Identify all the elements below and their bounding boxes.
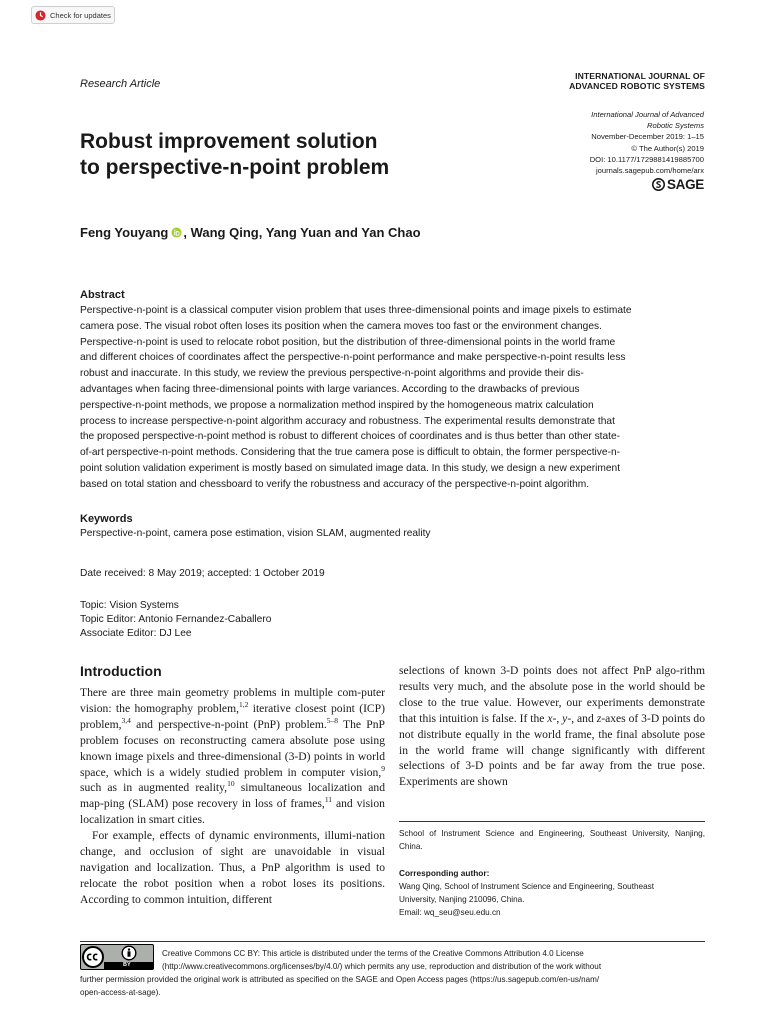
intro-paragraph-2: For example, effects of dynamic environments, illumi-nation change, and occlusion of sight are unavoidable in visual navigation and localization. Thus, a PnP algorithm is used to relocate the robot position when a robot loses its positions. According to common intuition, different [80,829,385,906]
abstract-line: Perspective-n-point is used to relocate robot position, but the distribution of three-dimensional points in the world frame [80,336,616,348]
corr-line: Wang Qing, School of Instrument Science and Engineering, Southeast [399,882,655,891]
sage-logo-icon [652,178,665,191]
abstract-heading: Abstract [80,289,125,301]
abstract-line: of-art perspective-n-point methods. Considering that the true camera pose is difficult to obtain, the former perspective-n- [80,447,621,459]
intro-paragraph-1 [80,685,385,828]
text-run: The PnP problem focuses on reconstructing camera absolute pose using known image pixels and three-dimensional (3-D) points in world space, which is a widely studied problem in computer vision, [80,717,385,779]
article-meta [590,109,704,176]
check-for-updates-button[interactable] [31,6,115,24]
text-run: simultaneous localization and map-ping (SLAM) pose recovery in loss of frames, [80,781,385,811]
citation[interactable]: 10 [227,779,235,789]
text-run: and perspective-n-point (PnP) problem. [130,717,327,731]
introduction-right-column [399,663,705,790]
abstract-line: based on total station and chessboard to verify the robustness and accuracy of the perspective-n-point algorithm. [80,478,590,490]
axis-var-x: x [547,711,553,725]
other-authors: , Wang Qing, Yang Yuan and Yan Chao [183,225,421,240]
citation[interactable]: 9 [381,763,385,773]
license-line: further permission provided the original work is attributed as specified on the SAGE and Open Access pages (https://us.sagepub.com/en-us/nam/ [80,975,600,985]
introduction-heading: Introduction [80,663,162,679]
abstract-line: process to increase perspective-n-point algorithm accuracy and robustness. The experimental results demonstrate that [80,415,615,427]
abstract-line: and different choices of coordinates affect the perspective-n-point performance and make perspective-n-point results less [80,352,626,364]
topic-line: Topic: Vision Systems [80,600,179,611]
abstract-line: camera pose. The visual robot often loses its position when the camera moves too fast or the environment changes. [80,320,602,332]
text-run: -, and [567,711,597,725]
affiliation: School of Instrument Science and Engineering, Southeast University, Nanjing, China. [399,829,705,851]
title-line1: Robust improvement solution [80,130,378,153]
corresponding-author-details [399,880,705,919]
orcid-icon[interactable] [171,227,182,238]
citation[interactable]: 5–8 [326,715,338,725]
abstract-line: perspective-n-point methods, we propose a normalization method inspired by the homogeneous matrix calculation [80,399,594,411]
intro-paragraph-3 [399,663,705,790]
introduction-left-column [80,685,385,908]
author-list [80,225,421,240]
first-author: Feng Youyang [80,225,169,240]
article-title [80,129,480,181]
meta-doi[interactable]: DOI: 10.1177/1729881419885700 [589,154,704,164]
license-line: (http://www.creativecommons.org/licenses/by/4.0/) which permits any use, reproduction and distribution of the work without [162,962,602,972]
date-info: Date received: 8 May 2019; accepted: 1 October 2019 [80,568,325,579]
update-check-icon [35,10,46,21]
license-line: Creative Commons CC BY: This article is distributed under the terms of the Creative Commons Attribution 4.0 License [162,949,584,958]
abstract-line: point solution validation experiment is mostly based on simulated image data. In this study, we design a new experiment [80,462,621,474]
license-text [80,947,705,999]
text-run: iterative closest point (ICP) problem, [80,701,385,731]
abstract-line: robust and inaccurate. In this study, we review the previous perspective-n-point algorithms and provide their dis- [80,368,584,380]
axis-var-y: y [562,711,568,725]
text-run: -axes of 3-D points do not distribute equally in the world frame, the final absolute pose in the world frame will change significantly with different selections of 3-D points and be far away from the true pose. Experiments are shown [399,711,705,789]
text-run: selections of known 3-D points does not affect PnP algo-rithm results very much, and the absolute pose in the world should be close to the true value. However, our experiments demonstrate that this intuition is false. If the [399,664,705,725]
journal-name [569,71,705,91]
footnote-divider [399,821,705,822]
associate-editor-line: Associate Editor: DJ Lee [80,628,192,640]
license-line: open-access-at-sage). [80,988,161,998]
publisher-name: SAGE [666,177,704,192]
axis-var-z: z [596,711,602,725]
corresponding-author-heading: Corresponding author: [399,868,490,878]
citation[interactable]: 11 [324,795,333,805]
topic-info [80,599,271,642]
footer-divider [80,941,705,942]
citation[interactable]: 3,4 [121,715,131,725]
check-for-updates-label: Check for updates [50,10,111,20]
topic-editor-line: Topic Editor: Antonio Fernandez-Caballero [80,614,272,626]
abstract-line: the proposed perspective-n-point method is robust to different choices of coordinates and is thus better than other state- [80,431,621,443]
keywords-text: Perspective-n-point, camera pose estimation, vision SLAM, augmented reality [80,528,431,539]
meta-journal-line2: Robotic Systems [647,121,704,131]
abstract-line: advantages when facing three-dimensional points with large variances. According to the drawbacks of previous [80,383,580,395]
title-line2: to perspective-n-point problem [80,156,390,179]
meta-journal-line1: International Journal of Advanced [591,110,704,119]
meta-journal-url[interactable]: journals.sagepub.com/home/arx [595,166,704,176]
text-run: such as in augmented reality, [80,781,228,795]
citation[interactable]: 1,2 [238,700,249,710]
text-run: -, [552,711,563,725]
text-run: There are three main geometry problems in multiple com-puter vision: the homography problem, [80,686,385,715]
corr-line: University, Nanjing 210096, China. [399,895,525,904]
meta-issue: November-December 2019: 1–15 [591,132,704,142]
journal-name-line1: INTERNATIONAL JOURNAL OF [575,71,705,81]
journal-name-line2: ADVANCED ROBOTIC SYSTEMS [569,81,705,91]
cc-badge-label: BY [123,962,131,968]
keywords-heading: Keywords [80,513,133,525]
abstract-line: Perspective-n-point is a classical computer vision problem that uses three-dimensional points and image pixels to estimate [80,305,632,316]
text-run: and vision localization in smart cities. [80,797,385,827]
publisher-logo [652,177,704,192]
meta-copyright: © The Author(s) 2019 [631,143,704,153]
corr-email[interactable]: Email: wq_seu@seu.edu.cn [399,908,501,917]
article-type: Research Article [80,78,161,90]
abstract-body [80,303,705,493]
